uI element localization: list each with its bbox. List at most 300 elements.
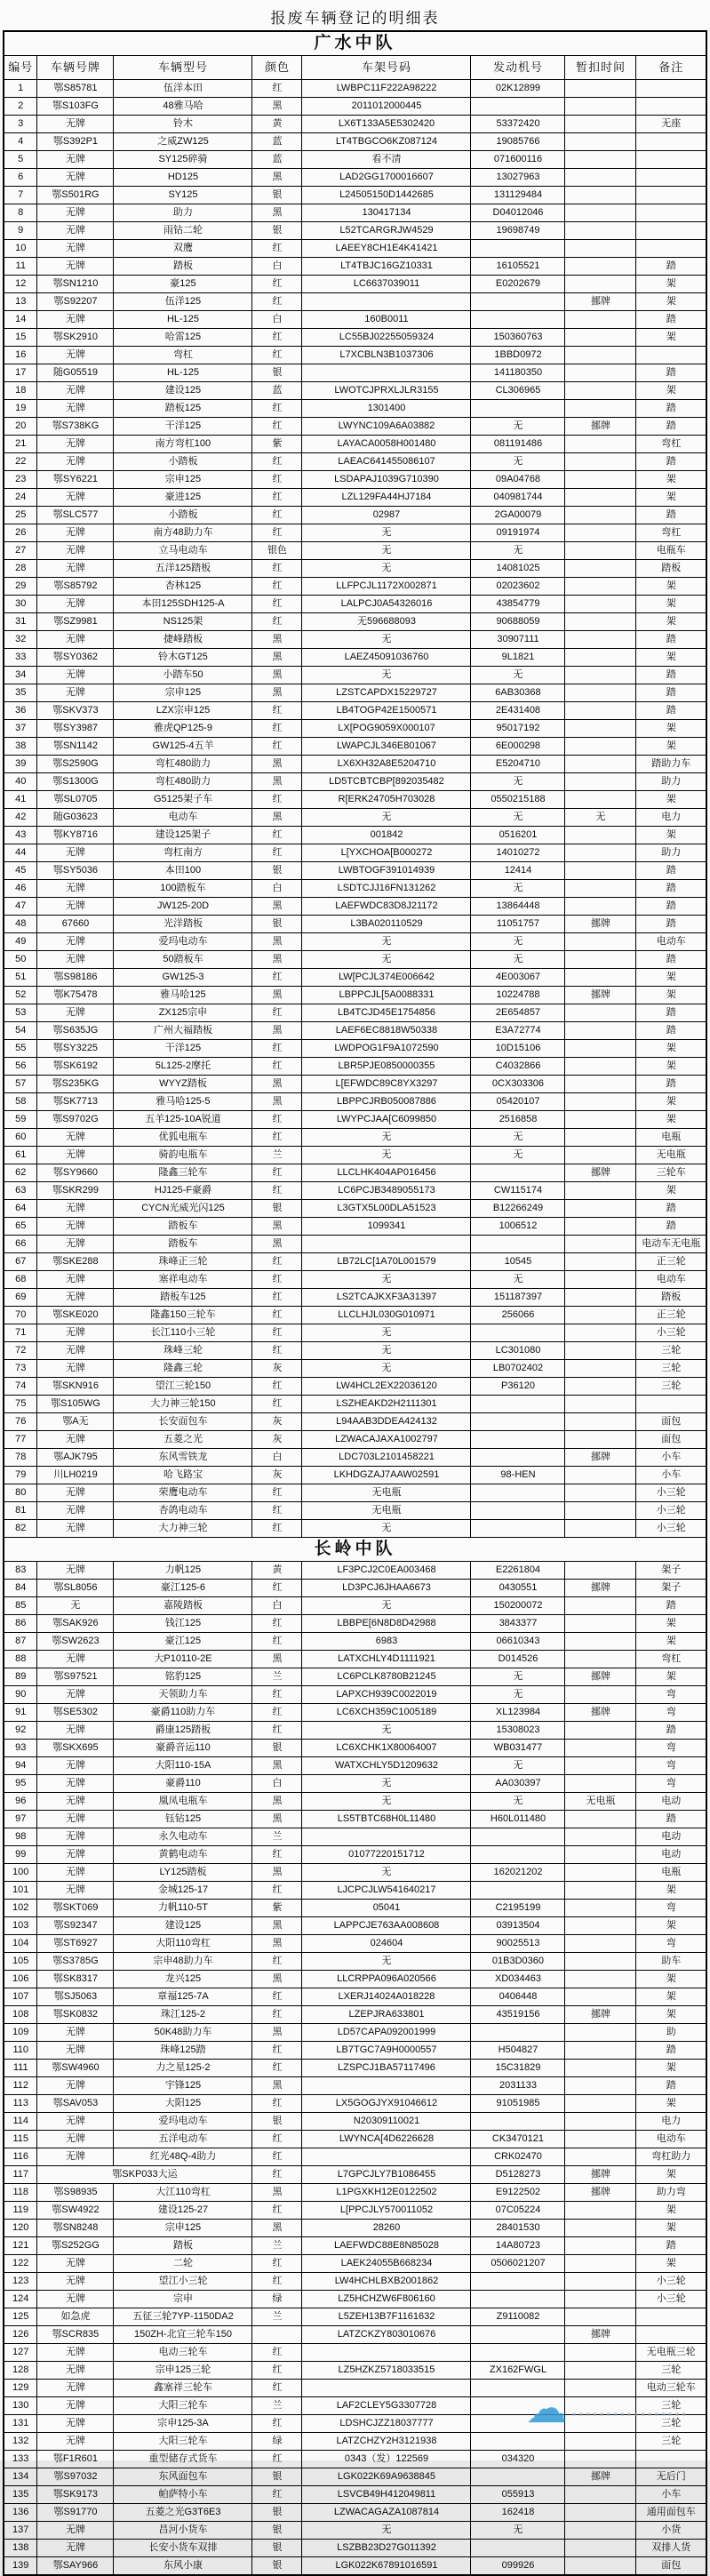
table-cell [565, 1846, 636, 1864]
table-cell: 130417134 [302, 204, 471, 222]
table-cell: 无电瓶 [302, 1502, 471, 1520]
table-cell: 伍洋本田 [114, 80, 252, 98]
table-cell: 无 [471, 1757, 565, 1775]
table-cell [565, 276, 636, 293]
table-cell: 灰 [252, 1360, 302, 1378]
table-row [4, 2095, 706, 2113]
table-cell: L[PPCJLY570011052 [302, 2202, 471, 2220]
table-row [4, 2113, 706, 2131]
table-cell: 鄂S85792 [37, 578, 114, 596]
table-cell: L[YXCHOA[B000272 [302, 844, 471, 862]
table-cell: N20309110021 [302, 2113, 471, 2131]
table-cell: L7GPCJLY7B1086455 [302, 2166, 471, 2184]
table-cell [471, 2326, 565, 2344]
table-row [4, 2522, 706, 2540]
table-cell: 鄂S738KG [37, 418, 114, 436]
table-cell: 弯杠南方 [114, 844, 252, 862]
table-row [4, 436, 706, 453]
table-cell: LB4TOGP42E1500571 [302, 702, 471, 720]
table-cell: 35 [4, 684, 37, 702]
table-row [4, 2131, 706, 2148]
table-cell: 三轮 [636, 1378, 706, 1396]
table-cell: 鄂S2590G [37, 756, 114, 773]
table-cell: 捷峰踏板 [114, 631, 252, 649]
table-cell: 鄂SLC577 [37, 507, 114, 524]
table-cell: 银 [252, 2557, 302, 2576]
table-cell [565, 951, 636, 969]
table-cell: HD125 [114, 169, 252, 187]
table-cell [565, 2042, 636, 2060]
table-cell [565, 1502, 636, 1520]
table-cell: 无座 [636, 116, 706, 133]
table-cell: 面包 [636, 1431, 706, 1449]
table-cell: 铭豹125 [114, 1668, 252, 1686]
table-cell: 踏 [636, 1076, 706, 1093]
table-row [4, 400, 706, 418]
table-cell: 28 [4, 560, 37, 578]
table-row [4, 827, 706, 844]
table-cell: 无牌 [37, 311, 114, 329]
table-cell [565, 578, 636, 596]
table-cell: 116 [4, 2148, 37, 2166]
table-cell: 白 [252, 1775, 302, 1793]
table-cell [471, 311, 565, 329]
table-cell: 兰 [252, 1147, 302, 1164]
table-cell: 双鹰 [114, 240, 252, 258]
table-cell: 红 [252, 80, 302, 98]
table-cell: 100踏板车 [114, 880, 252, 898]
section-title: 广水中队 [4, 31, 706, 56]
table-cell: 15 [4, 329, 37, 347]
table-cell: 银 [252, 2522, 302, 2540]
table-cell: 1006512 [471, 1218, 565, 1236]
table-cell: H504827 [471, 2042, 565, 2060]
table-cell: 135 [4, 2486, 37, 2504]
table-cell: LSZBB23D27G011392 [302, 2540, 471, 2557]
table-cell: 踏 [636, 453, 706, 471]
table-cell: 无牌 [37, 1502, 114, 1520]
table-cell: 红 [252, 453, 302, 471]
table-cell: 踏 [636, 2042, 706, 2060]
table-cell: 10 [4, 240, 37, 258]
table-row [4, 613, 706, 631]
table-cell [471, 1164, 565, 1182]
table-cell: 架 [636, 1668, 706, 1686]
table-cell [302, 2344, 471, 2362]
table-row [4, 1218, 706, 1236]
table-cell: 红 [252, 2202, 302, 2220]
table-cell: 面包 [636, 2557, 706, 2576]
table-cell: 三轮 [636, 1360, 706, 1378]
table-cell: 无牌 [37, 1324, 114, 1342]
table-row [4, 1580, 706, 1597]
table-cell: 架 [636, 987, 706, 1004]
table-cell [565, 1129, 636, 1147]
table-cell: 红 [252, 1378, 302, 1396]
table-cell: 黑 [252, 169, 302, 187]
column-header: 颜色 [252, 56, 302, 80]
table-cell: 黑 [252, 649, 302, 667]
table-cell: 随G05519 [37, 364, 114, 382]
table-cell: 无牌 [37, 2024, 114, 2042]
table-cell: 电动 [636, 1793, 706, 1811]
table-cell: 鄂SAK926 [37, 1615, 114, 1633]
table-cell [636, 347, 706, 364]
table-cell: 鄂SY5036 [37, 862, 114, 880]
table-cell: 杏鸽电动车 [114, 1502, 252, 1520]
table-cell: LAEZ45091036760 [302, 649, 471, 667]
table-cell: 宇锋125 [114, 2077, 252, 2095]
table-cell: 鄂SY3987 [37, 720, 114, 738]
table-cell: 137 [4, 2522, 37, 2540]
table-cell: 151187397 [471, 1289, 565, 1307]
table-cell: 挪牌 [565, 1580, 636, 1597]
table-cell: 电动 [636, 1846, 706, 1864]
table-cell: 红 [252, 1882, 302, 1900]
table-cell: 力帆110-5T [114, 1900, 252, 1917]
table-cell: 架 [636, 738, 706, 756]
table-cell: 无 [302, 2522, 471, 2540]
table-cell: 无牌 [37, 489, 114, 507]
table-cell: 豪江125-6 [114, 1580, 252, 1597]
table-row [4, 1378, 706, 1396]
table-cell: 48 [4, 916, 37, 933]
table-cell: 红 [252, 1040, 302, 1058]
table-cell: 长安面包车 [114, 1413, 252, 1431]
table-cell [471, 2113, 565, 2131]
table-row [4, 169, 706, 187]
table-row [4, 80, 706, 98]
table-cell: 鄂SN8248 [37, 2220, 114, 2237]
table-cell: 银 [252, 2504, 302, 2522]
table-cell: 红 [252, 347, 302, 364]
table-cell: 无牌 [37, 1882, 114, 1900]
table-cell: 建设125 [114, 1917, 252, 1935]
table-cell: LB7TGC7A9H0000557 [302, 2042, 471, 2060]
table-cell [565, 2148, 636, 2166]
table-cell: 红 [252, 524, 302, 542]
table-cell [471, 2344, 565, 2362]
table-cell: 红 [252, 329, 302, 347]
table-cell: 无596688093 [302, 613, 471, 631]
table-cell: 架 [636, 1615, 706, 1633]
table-cell: 3 [4, 116, 37, 133]
table-cell: LGK022K69A9638845 [302, 2468, 471, 2486]
table-cell [565, 2344, 636, 2362]
table-cell: 42 [4, 809, 37, 827]
table-cell: 架 [636, 1971, 706, 1988]
table-cell: 红 [252, 240, 302, 258]
table-cell: 黑 [252, 2220, 302, 2237]
table-cell: 架 [636, 2220, 706, 2237]
table-cell: 89 [4, 1668, 37, 1686]
table-cell: LLFPCJL1172X002871 [302, 578, 471, 596]
table-cell: 鄂SN1142 [37, 738, 114, 756]
table-cell: 弯 [636, 1935, 706, 1953]
table-cell: 建设125 [114, 382, 252, 400]
table-cell: 架 [636, 1917, 706, 1935]
table-cell: 小三轮 [636, 2273, 706, 2291]
table-cell: 兰 [252, 1668, 302, 1686]
table-row [4, 738, 706, 756]
table-cell: XL123984 [471, 1704, 565, 1722]
table-cell [471, 2468, 565, 2486]
table-cell [565, 2504, 636, 2522]
table-cell: LSVCB49H412049811 [302, 2486, 471, 2504]
table-cell: 09A04768 [471, 471, 565, 489]
table-cell: 凰凤电瓶车 [114, 1793, 252, 1811]
table-cell: 鄂SW4960 [37, 2060, 114, 2077]
table-cell: 黑 [252, 1236, 302, 1253]
table-cell [565, 933, 636, 951]
table-cell: 无 [302, 809, 471, 827]
table-cell: 鄂SAV053 [37, 2095, 114, 2113]
table-cell: 大阳三轮车 [114, 2397, 252, 2415]
table-row [4, 2273, 706, 2291]
table-cell [565, 1111, 636, 1129]
table-row [4, 649, 706, 667]
table-cell [565, 151, 636, 169]
table-cell: 无 [471, 1271, 565, 1289]
table-cell: 挪牌 [565, 1668, 636, 1686]
table-cell [302, 1828, 471, 1846]
table-cell: LXERJ14024A018228 [302, 1988, 471, 2006]
page-title: 报废车辆登记的明细表 [270, 10, 440, 27]
table-cell: LS5TBTC68H0L11480 [302, 1811, 471, 1828]
table-cell: 红 [252, 1004, 302, 1022]
table-cell [565, 1200, 636, 1218]
table-cell: 小三轮 [636, 1324, 706, 1342]
table-cell: 无牌 [37, 1811, 114, 1828]
table-cell: 无牌 [37, 382, 114, 400]
table-cell: 电瓶车 [636, 542, 706, 560]
table-cell: 无 [302, 1953, 471, 1971]
table-cell: L94AAB3DDEA424132 [302, 1413, 471, 1431]
table-cell: 无 [37, 1597, 114, 1615]
table-cell: 珠江125-2 [114, 2006, 252, 2024]
table-cell: 红 [252, 2486, 302, 2504]
table-cell: 无牌 [37, 204, 114, 222]
table-cell: 三轮 [636, 1342, 706, 1360]
table-cell: WB031477 [471, 1740, 565, 1757]
table-cell: 红 [252, 2273, 302, 2291]
table-cell: 小踏车50 [114, 667, 252, 684]
table-row [4, 1562, 706, 1580]
table-cell [471, 2540, 565, 2557]
table-cell: 无牌 [37, 2522, 114, 2540]
table-cell [471, 1413, 565, 1431]
table-cell: LATZCHZY2H3121938 [302, 2433, 471, 2451]
table-row [4, 1757, 706, 1775]
table-cell: 踏 [636, 1004, 706, 1022]
table-cell: 架子 [636, 1562, 706, 1580]
table-row [4, 2220, 706, 2237]
table-cell: 红 [252, 2344, 302, 2362]
table-cell: 电动车 [636, 2131, 706, 2148]
table-cell: 无牌 [37, 2255, 114, 2273]
table-row [4, 1324, 706, 1342]
table-cell: 鄂SKE020 [37, 1307, 114, 1324]
table-cell: 无牌 [37, 1757, 114, 1775]
table-cell: 120 [4, 2220, 37, 2237]
table-cell: LAYACA0058H001480 [302, 436, 471, 453]
table-cell: 无牌 [37, 631, 114, 649]
table-cell [636, 187, 706, 204]
table-cell: 112 [4, 2077, 37, 2095]
table-cell: 160B0011 [302, 311, 471, 329]
table-cell: 无 [302, 1722, 471, 1740]
column-header: 发动机号 [471, 56, 565, 80]
table-cell: 三轮 [636, 2433, 706, 2451]
table-row [4, 791, 706, 809]
table-cell [565, 1271, 636, 1289]
table-cell: 鄂K75478 [37, 987, 114, 1004]
table-cell: 踏 [636, 916, 706, 933]
table-cell: 96 [4, 1793, 37, 1811]
table-cell: 09191974 [471, 524, 565, 542]
column-header: 暂扣时间 [565, 56, 636, 80]
table-cell: 白 [252, 880, 302, 898]
table-cell: 五征三轮7YP-1150DA2 [114, 2308, 252, 2326]
table-cell: 84 [4, 1580, 37, 1597]
table-row [4, 578, 706, 596]
table-cell: 鄂S252GG [37, 2237, 114, 2255]
table-cell: 无 [302, 1129, 471, 1147]
table-row [4, 1236, 706, 1253]
table-cell: 踏 [636, 400, 706, 418]
table-cell: 47 [4, 898, 37, 916]
table-cell: 123 [4, 2273, 37, 2291]
cloud-watermark-icon: ☁ [526, 2385, 567, 2431]
table-cell [471, 293, 565, 311]
table-row [4, 1200, 706, 1218]
table-cell: 无电瓶 [302, 1484, 471, 1502]
table-cell [565, 1413, 636, 1431]
table-cell: 无牌 [37, 524, 114, 542]
table-row [4, 2540, 706, 2557]
table-row [4, 1129, 706, 1147]
table-cell: 挪牌 [565, 1164, 636, 1182]
table-cell: 56 [4, 1058, 37, 1076]
table-cell: 无后门 [636, 2468, 706, 2486]
table-cell: 无 [302, 1775, 471, 1793]
table-cell: 02987 [302, 507, 471, 524]
table-cell [565, 1076, 636, 1093]
table-cell: 41 [4, 791, 37, 809]
table-cell: ZX162FWGL [471, 2362, 565, 2380]
table-row [4, 862, 706, 880]
table-row [4, 2166, 706, 2184]
table-cell [565, 1431, 636, 1449]
table-cell: 力帆125 [114, 1562, 252, 1580]
table-cell: 红 [252, 1111, 302, 1129]
table-cell: 骑韵电瓶车 [114, 1147, 252, 1164]
table-cell: 架 [636, 1988, 706, 2006]
table-cell: 弯 [636, 1900, 706, 1917]
table-row [4, 524, 706, 542]
table-cell: 无牌 [37, 1236, 114, 1253]
table-row [4, 1182, 706, 1200]
table-cell [252, 2326, 302, 2344]
table-cell: 44 [4, 844, 37, 862]
table-cell: 14081025 [471, 560, 565, 578]
table-row [4, 2042, 706, 2060]
table-cell: 挪牌 [565, 916, 636, 933]
table-cell [565, 720, 636, 738]
table-cell: 豪爵110 [114, 1775, 252, 1793]
table-cell: 鄂SKP033大运 [37, 2166, 252, 2184]
table-cell [565, 1182, 636, 1200]
table-cell: 红 [252, 791, 302, 809]
table-cell: 46 [4, 880, 37, 898]
table-cell: LBPPCJL[5A0088331 [302, 987, 471, 1004]
table-cell: 干洋125 [114, 1040, 252, 1058]
table-cell: 19698749 [471, 222, 565, 240]
table-cell: 挪牌 [565, 293, 636, 311]
table-cell: 鄂SKR299 [37, 1182, 114, 1200]
table-cell: 无牌 [37, 2148, 114, 2166]
table-cell: 无牌 [37, 1686, 114, 1704]
table-cell: 宗申125-3A [114, 2415, 252, 2433]
table-row [4, 2237, 706, 2255]
table-cell [565, 80, 636, 98]
table-cell: 黑 [252, 1793, 302, 1811]
table-cell: 大江110弯杠 [114, 2184, 252, 2202]
table-cell: 无牌 [37, 258, 114, 276]
table-row [4, 773, 706, 791]
table-cell: 银 [252, 916, 302, 933]
table-cell: 弯 [636, 1775, 706, 1793]
table-cell: 33 [4, 649, 37, 667]
table-cell: 58 [4, 1093, 37, 1111]
table-cell: WYYZ踏板 [114, 1076, 252, 1093]
table-row [4, 756, 706, 773]
table-cell: 40 [4, 773, 37, 791]
table-cell: 无 [471, 667, 565, 684]
table-cell: 踏 [636, 2237, 706, 2255]
table-row [4, 2380, 706, 2397]
table-cell: 架 [636, 329, 706, 347]
table-cell: 97 [4, 1811, 37, 1828]
table-cell [565, 1022, 636, 1040]
table-row [4, 1413, 706, 1431]
table-cell: 黄 [252, 1562, 302, 1580]
table-cell: LBBPE[6N8D8D42988 [302, 1615, 471, 1633]
table-cell [565, 2273, 636, 2291]
table-cell: 87 [4, 1633, 37, 1651]
table-cell: 踏板 [636, 560, 706, 578]
table-cell: 099926 [471, 2557, 565, 2576]
table-cell: 重型储存式货车 [114, 2451, 252, 2468]
table-row [4, 507, 706, 524]
table-cell: 19 [4, 400, 37, 418]
table-cell: 无牌 [37, 436, 114, 453]
table-cell: 01B3D0360 [471, 1953, 565, 1971]
table-cell: 无牌 [37, 542, 114, 560]
table-cell: 无牌 [37, 2273, 114, 2291]
table-row [4, 809, 706, 827]
table-cell: 无牌 [37, 1793, 114, 1811]
table-cell: 无 [302, 1597, 471, 1615]
table-cell: 弯 [636, 1740, 706, 1757]
table-cell: 助力 [636, 844, 706, 862]
table-cell [565, 2557, 636, 2576]
table-row [4, 1864, 706, 1882]
table-cell [471, 1520, 565, 1538]
table-cell: 鄂SL8056 [37, 1580, 114, 1597]
table-cell: 大阳125 [114, 2095, 252, 2113]
table-cell [565, 133, 636, 151]
